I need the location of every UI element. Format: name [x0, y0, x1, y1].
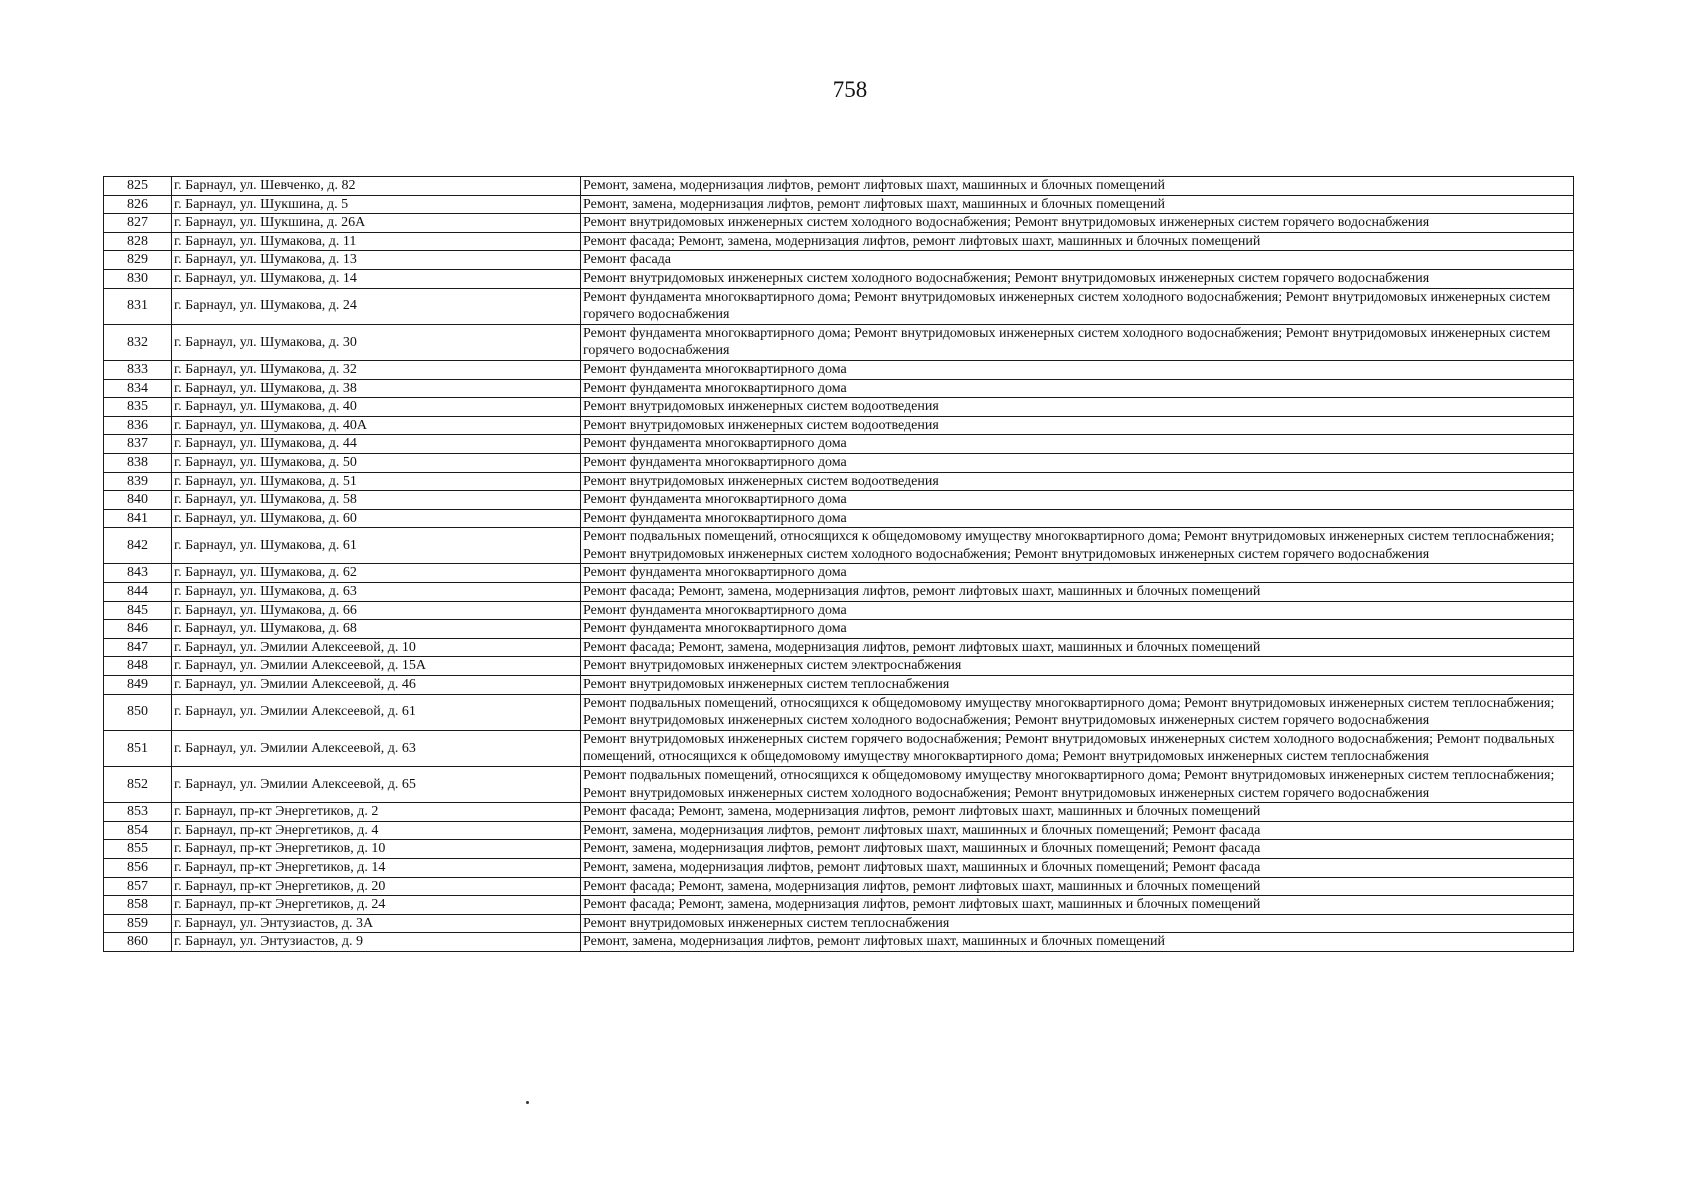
- table-row: [104, 398, 1574, 417]
- address-cell: г. Барнаул, ул. Эмилии Алексеевой, д. 63: [172, 730, 581, 766]
- works-cell: Ремонт фасада; Ремонт, замена, модернизация лифтов, ремонт лифтовых шахт, машинных и блочных помещений: [581, 803, 1574, 822]
- address-cell: г. Барнаул, ул. Шумакова, д. 24: [172, 288, 581, 324]
- table-row: [104, 177, 1574, 196]
- address-cell: г. Барнаул, ул. Шумакова, д. 14: [172, 269, 581, 288]
- table-row: [104, 564, 1574, 583]
- address-cell: г. Барнаул, ул. Шумакова, д. 63: [172, 583, 581, 602]
- table-row: [104, 435, 1574, 454]
- table-row: [104, 821, 1574, 840]
- address-cell: г. Барнаул, ул. Шевченко, д. 82: [172, 177, 581, 196]
- address-cell: г. Барнаул, ул. Шумакова, д. 32: [172, 360, 581, 379]
- address-cell: г. Барнаул, ул. Шумакова, д. 50: [172, 453, 581, 472]
- works-cell: Ремонт, замена, модернизация лифтов, ремонт лифтовых шахт, машинных и блочных помещений; Ремонт фасада: [581, 858, 1574, 877]
- address-cell: г. Барнаул, ул. Шукшина, д. 26А: [172, 214, 581, 233]
- works-cell: Ремонт фундамента многоквартирного дома: [581, 453, 1574, 472]
- works-cell: Ремонт фасада; Ремонт, замена, модернизация лифтов, ремонт лифтовых шахт, машинных и блочных помещений: [581, 638, 1574, 657]
- row-number-cell: 860: [104, 933, 172, 952]
- table-row: [104, 638, 1574, 657]
- works-cell: Ремонт, замена, модернизация лифтов, ремонт лифтовых шахт, машинных и блочных помещений; Ремонт фасада: [581, 840, 1574, 859]
- table-row: [104, 676, 1574, 695]
- works-cell: Ремонт подвальных помещений, относящихся к общедомовому имуществу многоквартирного дома; Ремонт внутридомовых инженерных систем теплоснабжения; Ремонт внутридомовых инженерных систем холодного водоснабжения; Ремонт внутридомовых инженерных систем горячего водоснабжения: [581, 694, 1574, 730]
- row-number-cell: 827: [104, 214, 172, 233]
- table-row: [104, 877, 1574, 896]
- row-number-cell: 837: [104, 435, 172, 454]
- table-row: [104, 491, 1574, 510]
- table-row: [104, 509, 1574, 528]
- row-number-cell: 825: [104, 177, 172, 196]
- table-row: [104, 694, 1574, 730]
- works-cell: Ремонт фундамента многоквартирного дома: [581, 360, 1574, 379]
- works-cell: Ремонт подвальных помещений, относящихся к общедомовому имуществу многоквартирного дома; Ремонт внутридомовых инженерных систем теплоснабжения; Ремонт внутридомовых инженерных систем холодного водоснабжения; Ремонт внутридомовых инженерных систем горячего водоснабжения: [581, 528, 1574, 564]
- works-cell: Ремонт фундамента многоквартирного дома: [581, 435, 1574, 454]
- works-cell: Ремонт фундамента многоквартирного дома: [581, 509, 1574, 528]
- row-number-cell: 850: [104, 694, 172, 730]
- address-cell: г. Барнаул, ул. Шумакова, д. 40: [172, 398, 581, 417]
- address-cell: г. Барнаул, ул. Шумакова, д. 40А: [172, 416, 581, 435]
- table-row: [104, 324, 1574, 360]
- address-cell: г. Барнаул, пр-кт Энергетиков, д. 20: [172, 877, 581, 896]
- table-row: [104, 416, 1574, 435]
- address-cell: г. Барнаул, ул. Шумакова, д. 68: [172, 620, 581, 639]
- works-cell: Ремонт фасада; Ремонт, замена, модернизация лифтов, ремонт лифтовых шахт, машинных и блочных помещений: [581, 232, 1574, 251]
- address-cell: г. Барнаул, ул. Эмилии Алексеевой, д. 15А: [172, 657, 581, 676]
- row-number-cell: 836: [104, 416, 172, 435]
- table-row: [104, 288, 1574, 324]
- row-number-cell: 847: [104, 638, 172, 657]
- row-number-cell: 826: [104, 195, 172, 214]
- address-cell: г. Барнаул, ул. Энтузиастов, д. 3А: [172, 914, 581, 933]
- page-number: 758: [832, 77, 868, 102]
- table-row: [104, 896, 1574, 915]
- scan-speck: [526, 1101, 529, 1104]
- table-row: [104, 914, 1574, 933]
- row-number-cell: 828: [104, 232, 172, 251]
- works-cell: Ремонт фундамента многоквартирного дома: [581, 620, 1574, 639]
- address-cell: г. Барнаул, пр-кт Энергетиков, д. 10: [172, 840, 581, 859]
- row-number-cell: 832: [104, 324, 172, 360]
- row-number-cell: 831: [104, 288, 172, 324]
- row-number-cell: 835: [104, 398, 172, 417]
- works-cell: Ремонт фундамента многоквартирного дома; Ремонт внутридомовых инженерных систем холодного водоснабжения; Ремонт внутридомовых инженерных систем горячего водоснабжения: [581, 288, 1574, 324]
- table-row: [104, 601, 1574, 620]
- works-cell: Ремонт подвальных помещений, относящихся к общедомовому имуществу многоквартирного дома; Ремонт внутридомовых инженерных систем теплоснабжения; Ремонт внутридомовых инженерных систем холодного водоснабжения; Ремонт внутридомовых инженерных систем горячего водоснабжения: [581, 767, 1574, 803]
- address-cell: г. Барнаул, ул. Шумакова, д. 51: [172, 472, 581, 491]
- row-number-cell: 851: [104, 730, 172, 766]
- row-number-cell: 846: [104, 620, 172, 639]
- works-cell: Ремонт фундамента многоквартирного дома: [581, 491, 1574, 510]
- address-cell: г. Барнаул, ул. Шумакова, д. 62: [172, 564, 581, 583]
- works-cell: Ремонт фундамента многоквартирного дома: [581, 601, 1574, 620]
- row-number-cell: 855: [104, 840, 172, 859]
- address-cell: г. Барнаул, пр-кт Энергетиков, д. 14: [172, 858, 581, 877]
- address-cell: г. Барнаул, ул. Шумакова, д. 11: [172, 232, 581, 251]
- address-cell: г. Барнаул, ул. Шукшина, д. 5: [172, 195, 581, 214]
- address-cell: г. Барнаул, ул. Шумакова, д. 61: [172, 528, 581, 564]
- row-number-cell: 857: [104, 877, 172, 896]
- address-cell: г. Барнаул, пр-кт Энергетиков, д. 24: [172, 896, 581, 915]
- works-cell: Ремонт внутридомовых инженерных систем электроснабжения: [581, 657, 1574, 676]
- row-number-cell: 854: [104, 821, 172, 840]
- works-cell: Ремонт внутридомовых инженерных систем горячего водоснабжения; Ремонт внутридомовых инженерных систем холодного водоснабжения; Ремонт подвальных помещений, относящихся к общедомовому имуществу многоквартирного дома; Ремонт внутридомовых инженерных систем теплоснабжения: [581, 730, 1574, 766]
- row-number-cell: 830: [104, 269, 172, 288]
- address-cell: г. Барнаул, ул. Шумакова, д. 60: [172, 509, 581, 528]
- table-row: [104, 214, 1574, 233]
- works-cell: Ремонт фундамента многоквартирного дома; Ремонт внутридомовых инженерных систем холодного водоснабжения; Ремонт внутридомовых инженерных систем горячего водоснабжения: [581, 324, 1574, 360]
- works-cell: Ремонт внутридомовых инженерных систем водоотведения: [581, 398, 1574, 417]
- address-cell: г. Барнаул, ул. Эмилии Алексеевой, д. 61: [172, 694, 581, 730]
- address-cell: г. Барнаул, ул. Энтузиастов, д. 9: [172, 933, 581, 952]
- table-row: [104, 933, 1574, 952]
- row-number-cell: 833: [104, 360, 172, 379]
- table-row: [104, 767, 1574, 803]
- address-cell: г. Барнаул, ул. Эмилии Алексеевой, д. 65: [172, 767, 581, 803]
- table-row: [104, 360, 1574, 379]
- row-number-cell: 849: [104, 676, 172, 695]
- table-row: [104, 858, 1574, 877]
- registry-table-container: [103, 176, 1573, 952]
- works-cell: Ремонт фасада: [581, 251, 1574, 270]
- address-cell: г. Барнаул, пр-кт Энергетиков, д. 2: [172, 803, 581, 822]
- row-number-cell: 845: [104, 601, 172, 620]
- row-number-cell: 839: [104, 472, 172, 491]
- row-number-cell: 848: [104, 657, 172, 676]
- works-cell: Ремонт внутридомовых инженерных систем теплоснабжения: [581, 676, 1574, 695]
- row-number-cell: 842: [104, 528, 172, 564]
- table-row: [104, 528, 1574, 564]
- table-row: [104, 803, 1574, 822]
- works-cell: Ремонт, замена, модернизация лифтов, ремонт лифтовых шахт, машинных и блочных помещений: [581, 177, 1574, 196]
- address-cell: г. Барнаул, ул. Шумакова, д. 44: [172, 435, 581, 454]
- row-number-cell: 834: [104, 379, 172, 398]
- works-cell: Ремонт, замена, модернизация лифтов, ремонт лифтовых шахт, машинных и блочных помещений: [581, 195, 1574, 214]
- row-number-cell: 853: [104, 803, 172, 822]
- registry-table: [103, 176, 1574, 952]
- table-row: [104, 379, 1574, 398]
- registry-table-body: [104, 177, 1574, 952]
- works-cell: Ремонт внутридомовых инженерных систем холодного водоснабжения; Ремонт внутридомовых инженерных систем горячего водоснабжения: [581, 214, 1574, 233]
- works-cell: Ремонт фундамента многоквартирного дома: [581, 564, 1574, 583]
- works-cell: Ремонт фасада; Ремонт, замена, модернизация лифтов, ремонт лифтовых шахт, машинных и блочных помещений: [581, 896, 1574, 915]
- works-cell: Ремонт фасада; Ремонт, замена, модернизация лифтов, ремонт лифтовых шахт, машинных и блочных помещений: [581, 583, 1574, 602]
- row-number-cell: 852: [104, 767, 172, 803]
- address-cell: г. Барнаул, пр-кт Энергетиков, д. 4: [172, 821, 581, 840]
- row-number-cell: 859: [104, 914, 172, 933]
- table-row: [104, 453, 1574, 472]
- address-cell: г. Барнаул, ул. Шумакова, д. 13: [172, 251, 581, 270]
- works-cell: Ремонт внутридомовых инженерных систем холодного водоснабжения; Ремонт внутридомовых инженерных систем горячего водоснабжения: [581, 269, 1574, 288]
- row-number-cell: 858: [104, 896, 172, 915]
- row-number-cell: 841: [104, 509, 172, 528]
- row-number-cell: 843: [104, 564, 172, 583]
- table-row: [104, 840, 1574, 859]
- table-row: [104, 472, 1574, 491]
- row-number-cell: 840: [104, 491, 172, 510]
- row-number-cell: 844: [104, 583, 172, 602]
- table-row: [104, 583, 1574, 602]
- row-number-cell: 856: [104, 858, 172, 877]
- works-cell: Ремонт внутридомовых инженерных систем водоотведения: [581, 472, 1574, 491]
- table-row: [104, 195, 1574, 214]
- row-number-cell: 838: [104, 453, 172, 472]
- table-row: [104, 251, 1574, 270]
- table-row: [104, 232, 1574, 251]
- works-cell: Ремонт фундамента многоквартирного дома: [581, 379, 1574, 398]
- table-row: [104, 657, 1574, 676]
- address-cell: г. Барнаул, ул. Шумакова, д. 38: [172, 379, 581, 398]
- address-cell: г. Барнаул, ул. Эмилии Алексеевой, д. 46: [172, 676, 581, 695]
- works-cell: Ремонт, замена, модернизация лифтов, ремонт лифтовых шахт, машинных и блочных помещений; Ремонт фасада: [581, 821, 1574, 840]
- works-cell: Ремонт, замена, модернизация лифтов, ремонт лифтовых шахт, машинных и блочных помещений: [581, 933, 1574, 952]
- table-row: [104, 269, 1574, 288]
- works-cell: Ремонт внутридомовых инженерных систем теплоснабжения: [581, 914, 1574, 933]
- address-cell: г. Барнаул, ул. Шумакова, д. 58: [172, 491, 581, 510]
- works-cell: Ремонт фасада; Ремонт, замена, модернизация лифтов, ремонт лифтовых шахт, машинных и блочных помещений: [581, 877, 1574, 896]
- address-cell: г. Барнаул, ул. Эмилии Алексеевой, д. 10: [172, 638, 581, 657]
- row-number-cell: 829: [104, 251, 172, 270]
- works-cell: Ремонт внутридомовых инженерных систем водоотведения: [581, 416, 1574, 435]
- table-row: [104, 730, 1574, 766]
- address-cell: г. Барнаул, ул. Шумакова, д. 66: [172, 601, 581, 620]
- table-row: [104, 620, 1574, 639]
- address-cell: г. Барнаул, ул. Шумакова, д. 30: [172, 324, 581, 360]
